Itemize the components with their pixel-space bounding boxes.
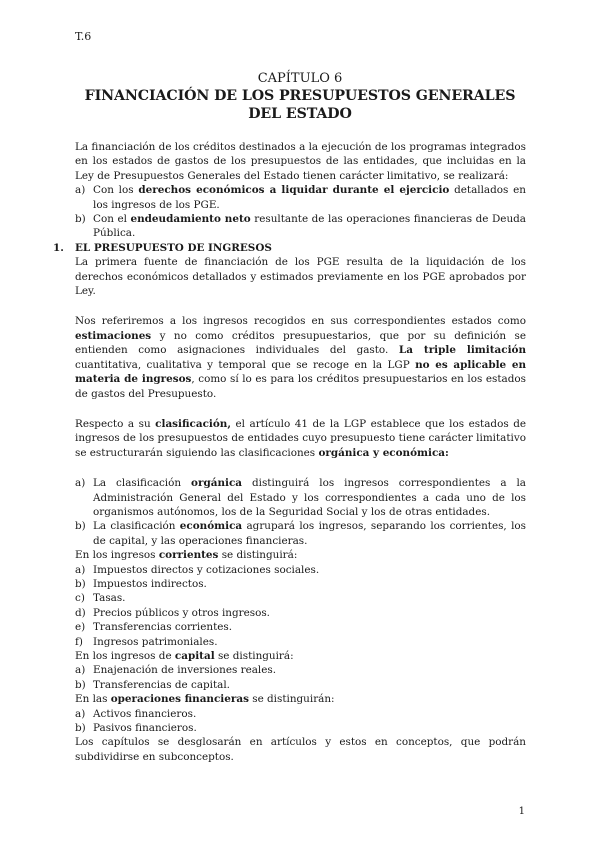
list-item: a) Impuestos directos y cotizaciones sociales. (75, 563, 320, 576)
document-body (53, 140, 526, 764)
paragraph-estimations: Nos referiremos a los ingresos recogidos en sus correspondientes estados como estimaciones y no como créditos presupuestarios, que por su definición se entienden como asignaciones individuales del gasto. La triple limitación cuantitativa, cualitativa y temporal que se recoge en la LGP no es aplicable en materia de ingresos, como sí lo es para los créditos presupuestarios en los estados de gastos del Presupuesto. (75, 315, 526, 400)
list-item: b) Con el endeudamiento neto resultante de las operaciones financieras de Deuda Pública. (75, 213, 526, 240)
section-title: EL PRESUPUESTO DE INGRESOS (75, 241, 272, 254)
list-item: d) Precios públicos y otros ingresos. (75, 606, 270, 619)
list-item: b) Pasivos financieros. (75, 722, 197, 735)
list-item: e) Transferencias corrientes. (75, 621, 233, 634)
financial-operations-intro: En las operaciones financieras se distinguirán: (75, 693, 335, 706)
list-item: f) Ingresos patrimoniales. (75, 635, 218, 648)
chapter-title: FINANCIACIÓN DE LOS PRESUPUESTOS GENERALES DEL ESTADO (84, 88, 516, 122)
section-number: 1. (53, 241, 64, 254)
closing-paragraph: Los capítulos se desglosarán en artículos y estos en conceptos, que podrán subdividirse en subconceptos. (75, 736, 526, 763)
current-income-intro: En los ingresos corrientes se distinguirá: (75, 549, 298, 562)
list-item: b) Transferencias de capital. (75, 678, 230, 691)
title-block (75, 70, 525, 123)
classification-list (75, 476, 526, 548)
current-income-list (75, 563, 526, 649)
intro-paragraph: La financiación de los créditos destinados a la ejecución de los programas integrados en los estados de gastos de los presupuestos de las entidades, que incluidas en la Ley de Presupuestos Generales del Estado tienen carácter limitativo, se realizará: (75, 141, 526, 182)
capital-income-intro: En los ingresos de capital se distinguirá: (75, 650, 294, 662)
paragraph-classification: Respecto a su clasificación, el artículo 41 de la LGP establece que los estados de ingresos de los presupuestos de entidades cuyo presupuesto tiene carácter limitativo se estructurarán siguiendo las clasificaciones orgánica y económica: (75, 417, 526, 459)
section-heading (53, 241, 526, 255)
list-item: a) La clasificación orgánica distinguirá los ingresos correspondientes a la Administración General del Estado y los correspondientes a cada uno de los organismos autónomos, los de la Seguridad Social y los de otras entidades. (75, 477, 526, 518)
capital-income-list (75, 663, 526, 692)
intro-list (75, 183, 526, 241)
chapter-label: CAPÍTULO 6 (257, 71, 343, 86)
list-item: a) Con los derechos económicos a liquidar durante el ejercicio detallados en los ingresos de los PGE. (75, 184, 526, 211)
list-item: a) Activos financieros. (75, 707, 197, 720)
list-item: b) Impuestos indirectos. (75, 577, 207, 590)
financial-operations-list (75, 707, 526, 736)
page-number: 1 (518, 806, 525, 817)
paragraph-first-source: La primera fuente de financiación de los PGE resulta de la liquidación de los derechos económicos detallados y estimados previamente en los PGE aprobados por Ley. (75, 256, 526, 298)
list-item: a) Enajenación de inversiones reales. (75, 664, 277, 677)
topic-tag: T.6 (75, 30, 92, 43)
list-item: c) Tasas. (75, 592, 126, 605)
list-item: b) La clasificación económica agrupará los ingresos, separando los corrientes, los de capital, y las operaciones financieras. (75, 520, 526, 547)
